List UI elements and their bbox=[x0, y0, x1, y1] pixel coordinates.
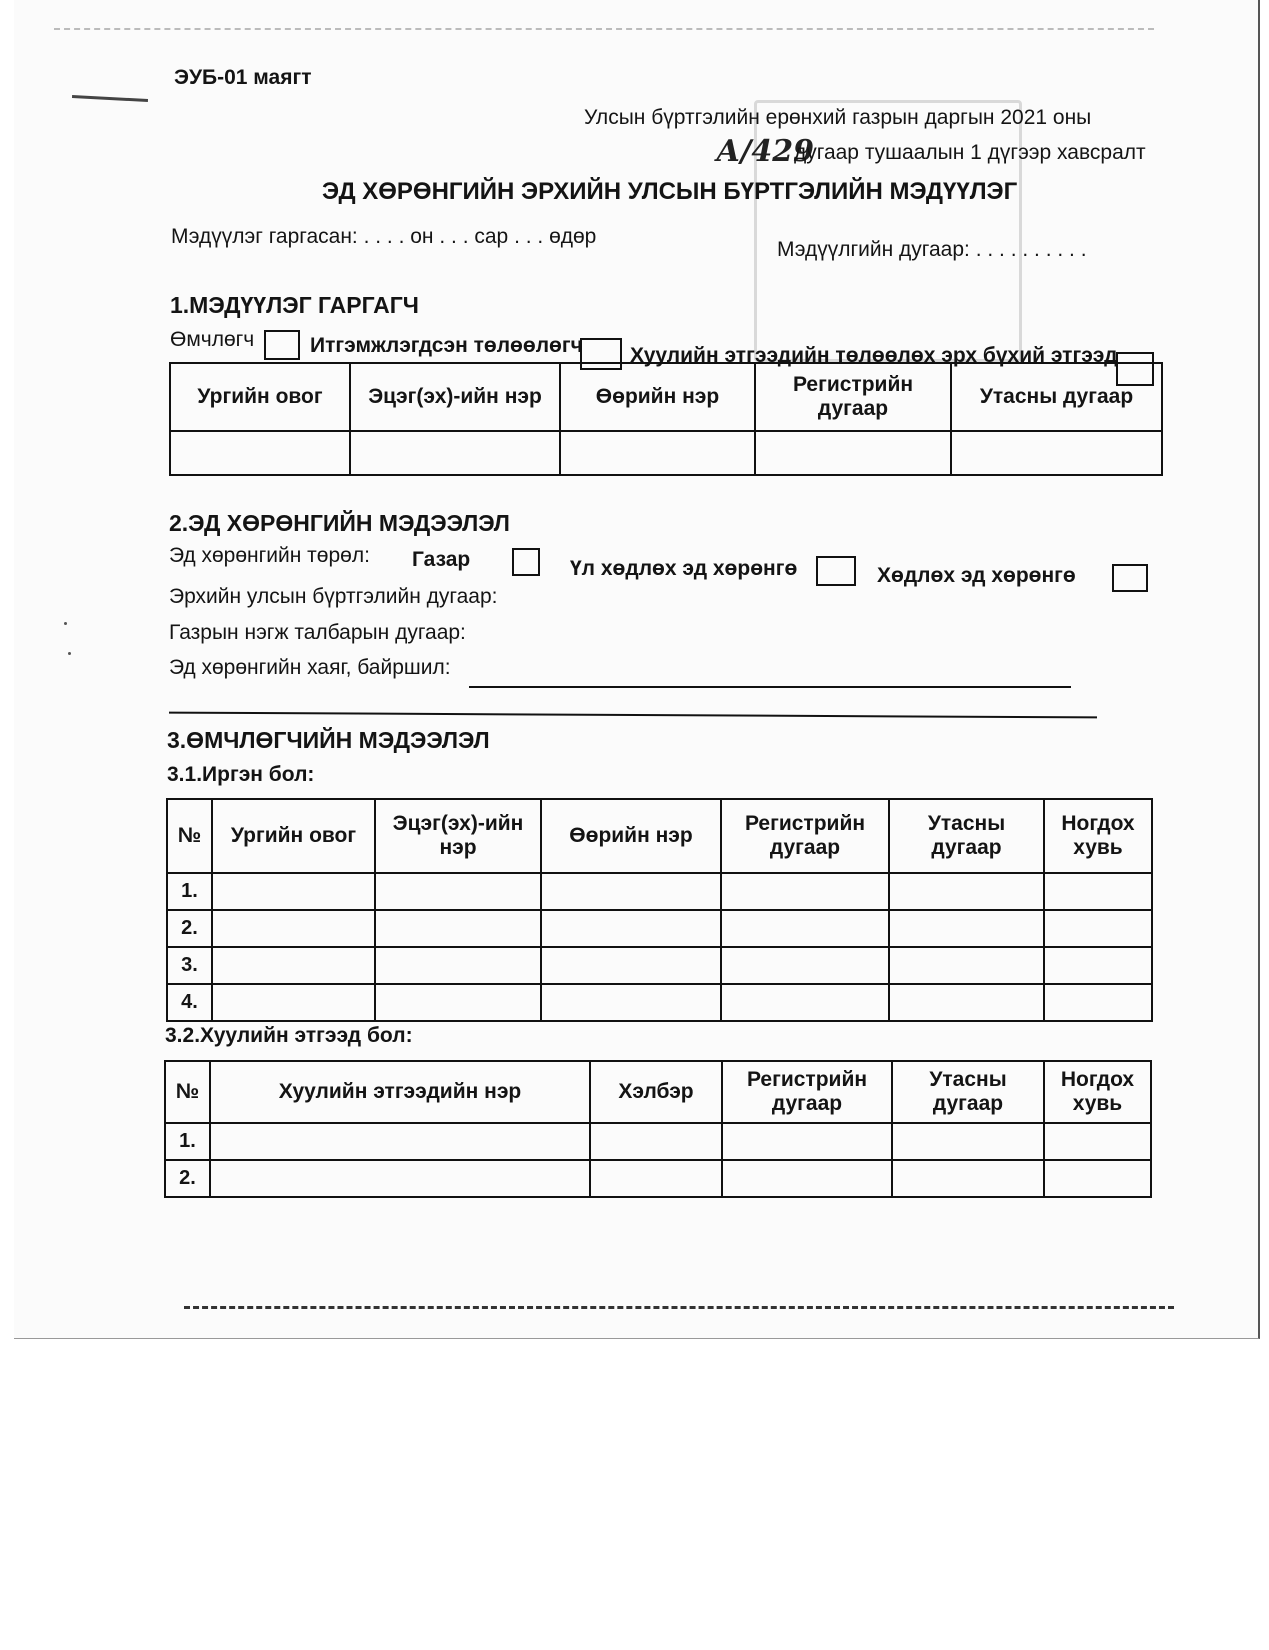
annex-line-2: дугаар тушаалын 1 дүгээр хавсралт bbox=[794, 141, 1146, 164]
immovable-option-label: Үл хөдлөх эд хөрөнгө bbox=[570, 557, 798, 580]
citizen-subtitle: 3.1.Иргэн бол: bbox=[167, 763, 315, 786]
applicant-col-surname: Ургийн овог bbox=[170, 363, 350, 431]
declaration-number-label: Мэдүүлгийн дугаар: . . . . . . . . . . bbox=[777, 238, 1087, 261]
immovable-checkbox[interactable] bbox=[816, 556, 856, 586]
table-cell[interactable] bbox=[722, 1123, 892, 1160]
scanned-form-sheet bbox=[14, 0, 1260, 1339]
address-field-line-2[interactable] bbox=[169, 712, 1097, 719]
form-code: ЭУБ-01 маягт bbox=[174, 66, 312, 89]
table-cell[interactable] bbox=[1044, 947, 1152, 984]
citizen-col-patronymic: Эцэг(эх)-ийн нэр bbox=[375, 799, 541, 873]
applicant-register-cell[interactable] bbox=[755, 431, 951, 475]
table-cell[interactable] bbox=[541, 910, 721, 947]
scan-speck bbox=[64, 622, 67, 625]
section-3-title: 3.ӨМЧЛӨГЧИЙН МЭДЭЭЛЭЛ bbox=[167, 727, 490, 753]
legal-rep-label: Хуулийн этгээдийн төлөөлөх эрх бүхий этгээд bbox=[630, 344, 1118, 367]
citizen-col-number: № bbox=[167, 799, 212, 873]
top-dashed-line bbox=[54, 28, 1154, 30]
movable-checkbox[interactable] bbox=[1112, 564, 1148, 592]
property-type-label: Эд хөрөнгийн төрөл: bbox=[169, 544, 370, 567]
land-unit-number-label: Газрын нэгж талбарын дугаар: bbox=[169, 621, 466, 644]
applicant-table bbox=[169, 362, 1163, 476]
entity-col-number: № bbox=[165, 1061, 210, 1123]
citizen-col-register-number: Регистрийн дугаар bbox=[721, 799, 889, 873]
row-number: 1. bbox=[165, 1123, 210, 1160]
table-cell[interactable] bbox=[375, 947, 541, 984]
cut-line bbox=[184, 1306, 1174, 1309]
table-cell[interactable] bbox=[889, 910, 1044, 947]
table-row bbox=[167, 910, 1152, 947]
table-cell[interactable] bbox=[541, 947, 721, 984]
movable-option-label: Хөдлөх эд хөрөнгө bbox=[877, 564, 1076, 587]
applicant-surname-cell[interactable] bbox=[170, 431, 350, 475]
citizen-owners-table bbox=[166, 798, 1153, 1022]
row-number: 1. bbox=[167, 873, 212, 910]
table-cell[interactable] bbox=[722, 1160, 892, 1197]
table-cell[interactable] bbox=[721, 947, 889, 984]
table-cell[interactable] bbox=[212, 947, 375, 984]
table-cell[interactable] bbox=[375, 873, 541, 910]
table-cell[interactable] bbox=[590, 1123, 722, 1160]
entity-col-name: Хуулийн этгээдийн нэр bbox=[210, 1061, 590, 1123]
row-number: 3. bbox=[167, 947, 212, 984]
applicant-col-phone: Утасны дугаар bbox=[951, 363, 1162, 431]
table-cell[interactable] bbox=[1044, 910, 1152, 947]
table-cell[interactable] bbox=[889, 984, 1044, 1021]
row-number: 2. bbox=[167, 910, 212, 947]
table-cell[interactable] bbox=[1044, 1123, 1151, 1160]
submitted-date-label: Мэдүүлэг гаргасан: . . . . он . . . сар . . . өдөр bbox=[171, 225, 597, 248]
table-cell[interactable] bbox=[212, 910, 375, 947]
citizen-col-phone: Утасны дугаар bbox=[889, 799, 1044, 873]
applicant-given-name-cell[interactable] bbox=[560, 431, 755, 475]
table-cell[interactable] bbox=[210, 1160, 590, 1197]
representative-label: Итгэмжлэгдсэн төлөөлөгч bbox=[310, 334, 583, 357]
table-cell[interactable] bbox=[889, 947, 1044, 984]
margin-pen-mark bbox=[72, 95, 148, 102]
annex-line-1: Улсын бүртгэлийн ерөнхий газрын даргын 2021 оны bbox=[584, 106, 1092, 129]
table-row bbox=[167, 947, 1152, 984]
registration-number-label: Эрхийн улсын бүртгэлийн дугаар: bbox=[169, 585, 498, 608]
table-cell[interactable] bbox=[375, 910, 541, 947]
table-cell[interactable] bbox=[541, 984, 721, 1021]
table-cell[interactable] bbox=[590, 1160, 722, 1197]
applicant-patronymic-cell[interactable] bbox=[350, 431, 560, 475]
applicant-col-register-number: Регистрийн дугаар bbox=[755, 363, 951, 431]
applicant-col-given-name: Өөрийн нэр bbox=[560, 363, 755, 431]
citizen-col-given-name: Өөрийн нэр bbox=[541, 799, 721, 873]
table-cell[interactable] bbox=[375, 984, 541, 1021]
table-cell[interactable] bbox=[892, 1160, 1044, 1197]
address-field-line[interactable] bbox=[469, 686, 1071, 688]
row-number: 2. bbox=[165, 1160, 210, 1197]
table-cell[interactable] bbox=[721, 873, 889, 910]
section-2-title: 2.ЭД ХӨРӨНГИЙН МЭДЭЭЛЭЛ bbox=[169, 510, 510, 536]
table-cell[interactable] bbox=[541, 873, 721, 910]
table-cell[interactable] bbox=[889, 873, 1044, 910]
entity-owners-table bbox=[164, 1060, 1152, 1198]
handwritten-order-number: А/429 bbox=[716, 134, 815, 169]
entity-col-form: Хэлбэр bbox=[590, 1061, 722, 1123]
table-row bbox=[167, 984, 1152, 1021]
land-option-label: Газар bbox=[412, 548, 471, 571]
page-title: ЭД ХӨРӨНГИЙН ЭРХИЙН УЛСЫН БҮРТГЭЛИЙН МЭДҮҮЛЭГ bbox=[322, 178, 1018, 205]
table-row bbox=[167, 873, 1152, 910]
scan-speck bbox=[68, 652, 71, 655]
table-cell[interactable] bbox=[210, 1123, 590, 1160]
table-row bbox=[165, 1160, 1151, 1197]
table-cell[interactable] bbox=[1044, 984, 1152, 1021]
applicant-row bbox=[170, 431, 1162, 475]
applicant-phone-cell[interactable] bbox=[951, 431, 1162, 475]
table-cell[interactable] bbox=[1044, 873, 1152, 910]
table-cell[interactable] bbox=[212, 984, 375, 1021]
table-cell[interactable] bbox=[721, 910, 889, 947]
entity-col-phone: Утасны дугаар bbox=[892, 1061, 1044, 1123]
entity-subtitle: 3.2.Хуулийн этгээд бол: bbox=[165, 1024, 413, 1047]
row-number: 4. bbox=[167, 984, 212, 1021]
land-checkbox[interactable] bbox=[512, 548, 540, 576]
entity-col-share: Ногдох хувь bbox=[1044, 1061, 1151, 1123]
table-cell[interactable] bbox=[721, 984, 889, 1021]
section-1-title: 1.МЭДҮҮЛЭГ ГАРГАГЧ bbox=[170, 292, 419, 318]
applicant-col-patronymic: Эцэг(эх)-ийн нэр bbox=[350, 363, 560, 431]
table-cell[interactable] bbox=[212, 873, 375, 910]
entity-col-register-number: Регистрийн дугаар bbox=[722, 1061, 892, 1123]
citizen-col-share: Ногдох хувь bbox=[1044, 799, 1152, 873]
table-cell[interactable] bbox=[1044, 1160, 1151, 1197]
table-row bbox=[165, 1123, 1151, 1160]
table-cell[interactable] bbox=[892, 1123, 1044, 1160]
owner-label: Өмчлөгч bbox=[170, 328, 255, 351]
citizen-col-surname: Ургийн овог bbox=[212, 799, 375, 873]
owner-checkbox[interactable] bbox=[264, 330, 300, 360]
address-label: Эд хөрөнгийн хаяг, байршил: bbox=[169, 656, 451, 679]
